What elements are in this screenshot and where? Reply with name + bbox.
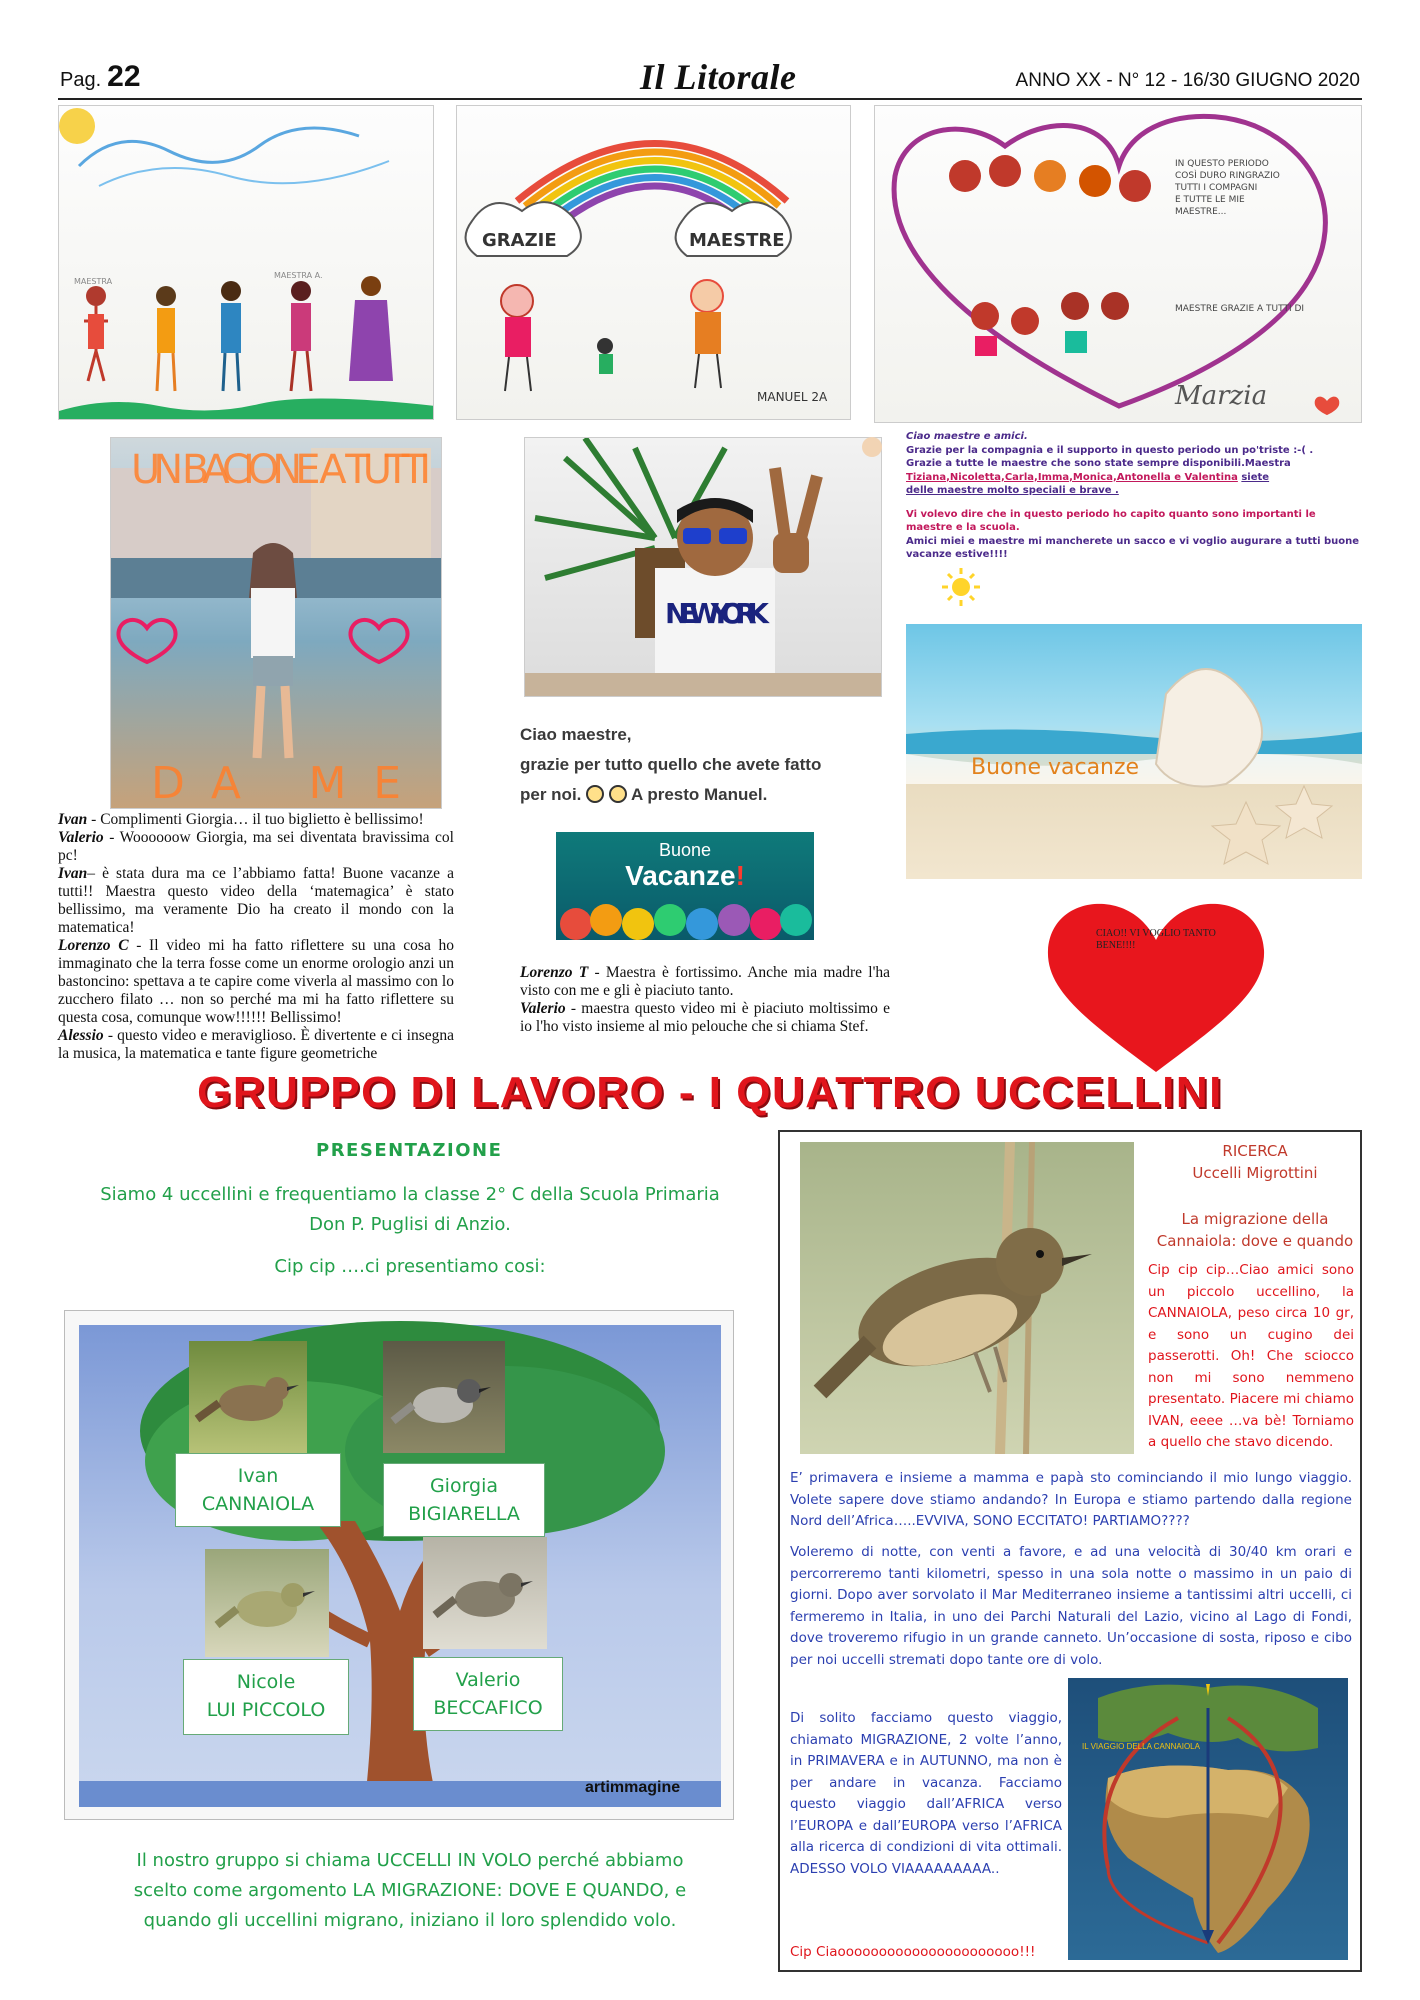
smile-icon xyxy=(586,785,604,803)
svg-text:MAESTRA A.: MAESTRA A. xyxy=(274,271,323,280)
research-heading: RICERCA Uccelli Migrottini xyxy=(1192,1142,1318,1182)
bird-photo-beccafico xyxy=(423,1537,547,1649)
comment-item: Ivan - Complimenti Giorgia… il tuo biglietto è bellissimo! xyxy=(58,811,424,828)
sun-icon xyxy=(936,566,986,608)
beach-art xyxy=(906,624,1362,879)
photo-overlay-top: UN BACIONE A TUTTI xyxy=(131,447,431,493)
comment-item: Lorenzo C - Il video mi ha fatto riflettere su una cosa ho immaginato che la terra fosse come un enorme orologio anzi un bastoncino: spettava a te capire come viverla al massimo con lo zucchero filato … non so perché ma mi ha fatto riflettere su questa cosa, comunque wow!!!!!! Bellissimo! xyxy=(58,937,454,1026)
group-description: Il nostro gruppo si chiama UCCELLI IN VOLO perché abbiamo scelto come argomento LA MIGRAZIONE: DOVE E QUANDO, e quando gli uccellini migrano, iniziano il loro splendido volo. xyxy=(133,1850,687,1931)
comment-item: Ivan– è stata dura ma ce l’abbiamo fatta! Buone vacanze a tutti!! Maestra questo video della ‘matemagica’ è stato bellissimo, ma veramente Dio ha creato il mondo con la matematica! xyxy=(58,865,454,936)
research-closing: Cip Ciaoooooooooooooooooooooo!!! xyxy=(790,1944,1036,1960)
rainbow-left-word: GRAZIE xyxy=(482,230,557,251)
bird-tree-board xyxy=(64,1310,734,1820)
presentation-text: Siamo 4 uccellini e frequentiamo la classe 2° C della Scuola Primaria Don P. Puglisi di Anzio. Cip cip ….ci presentiamo cosi: xyxy=(100,1184,720,1277)
banner-line-2: Vacanze xyxy=(625,860,736,891)
bird-photo-lui-piccolo xyxy=(205,1549,329,1657)
svg-text:IN QUESTO PERIODO COSÌ D: IN QUESTO PERIODO COSÌ DURO RINGRAZIO TUTTI I COMPAGNI E TUTTE LE MIE MAESTRE... xyxy=(1175,159,1280,217)
drawing-rainbow-art xyxy=(457,106,851,420)
drawing-heart-thanks xyxy=(874,105,1362,423)
comments-column-left xyxy=(58,811,454,1063)
comment-item: Alessio - questo video e meraviglioso. È divertente e ci insegna la musica, la matematica e tante figure geometriche xyxy=(58,1027,454,1062)
bird-photo-bigiarella xyxy=(383,1341,505,1453)
tshirt-text: NEW YORK xyxy=(665,597,769,630)
bird-label-nicole: Nicole LUI PICCOLO xyxy=(183,1659,349,1735)
bird-label-valerio: Valerio BECCAFICO xyxy=(413,1657,563,1731)
svg-text:MAESTRA: MAESTRA xyxy=(74,277,113,286)
photo-boy-art xyxy=(525,438,882,697)
drawing-rainbow xyxy=(456,105,851,420)
presentation-title: PRESENTAZIONE xyxy=(316,1140,503,1161)
drawing-five-figures-art xyxy=(59,106,434,420)
research-box xyxy=(778,1130,1362,1972)
corner-sticker xyxy=(862,437,882,457)
banner-line-1: Buone xyxy=(658,840,712,860)
photo-overlay-bottom: DA ME xyxy=(151,758,401,809)
photo-girl-at-sea xyxy=(110,437,442,809)
bird-photo-cannaiola xyxy=(189,1341,307,1453)
section-title: GRUPPO DI LAVORO - I QUATTRO UCCELLINI xyxy=(197,1068,1223,1117)
newspaper-title: Il Litorale xyxy=(640,57,797,97)
bird-label-ivan: Ivan CANNAIOLA xyxy=(175,1453,341,1527)
research-bird-photo xyxy=(800,1142,1134,1454)
rainbow-signature: MANUEL 2A xyxy=(757,390,828,404)
beach-postcard xyxy=(906,624,1362,879)
photo-boy-peace-sign xyxy=(524,437,882,697)
buone-vacanze-banner xyxy=(556,832,814,940)
comments-column-middle xyxy=(520,964,890,1036)
manuel-note: Ciao maestre, grazie per tutto quello che avete fatto per noi. A presto Manuel. xyxy=(520,725,822,804)
research-paragraph-2: Voleremo di notte, con venti a favore, e ad una velocità di 30/40 km orari e percorreremo tanti kilometri, spesso in una sola notte o massimo in un paio di giorni. Dopo aver sorvolato il Mar Mediterraneo insieme a tantissimi altri uccelli, ci fermeremo in Italia, in uno dei Parchi Naturali del Lazio, vicino al Lago di Fondi, dove troveremo rifugio in un grande canneto. Un’occasione di sosta, riposo e cibo per noi uccelli stremati dopo tante ore di volo. xyxy=(790,1544,1352,1668)
bird-label-giorgia: Giorgia BIGIARELLA xyxy=(383,1463,545,1537)
research-intro: Cip cip cip…Ciao amici sono un piccolo uccellino, la CANNAIOLA, peso circa 10 gr, e sono un cugino dei passerotti. Oh! Che sciocco non mi sono nemmeno presentato. Piacere mi chiamo IVAN, eeee …va bè! Torniamo a quello che stavo dicendo. xyxy=(1148,1262,1354,1450)
heart-signature: Marzia xyxy=(1175,381,1268,411)
marzia-note: Ciao maestre e amici. Grazie per la compagnia e il supporto in questo periodo un po'triste :-( . Grazie a tutte le maestre che sono state sempre disponibili.Maestra Tiziana,Nicoletta,Carla,Imma,Monica,Antonella e Valentina siete delle maestre molto speciali e brave . Vi volevo dire che in questo periodo ho capito quanto sono importanti le maestre e la scuola. Amici miei e maestre mi mancherete un sacco e vi voglio augurare a tutti buone vacanze estive!!!! xyxy=(906,431,1360,560)
svg-text:CIAO!! VI VOGLIO TANTO B: CIAO!! VI VOGLIO TANTO BENE!!!! xyxy=(1096,928,1216,951)
artimmagine-logo: artimmagine xyxy=(585,1779,681,1796)
photo-girl-art xyxy=(111,438,442,809)
research-paragraph-1: E’ primavera e insieme a mamma e papà sto cominciando il mio lungo viaggio. Volete sapere dove stiamo andando? In Europa e stiamo partendo dalla regione Nord dell’Africa…..EVVIVA, SONO ECCITATO! PARTIAMO???? xyxy=(790,1470,1352,1529)
migration-map xyxy=(1068,1678,1348,1960)
comment-item: Valerio - maestra questo video mi è piaciuto moltissimo e io l'ho visto insieme al mio pelouche che si chiama Stef. xyxy=(520,1000,890,1035)
research-title: La migrazione della Cannaiola: dove e quando xyxy=(1156,1210,1354,1250)
drawing-five-figures xyxy=(58,105,434,420)
comment-item: Valerio - Woooooow Giorgia, ma sei diventata bravissima col pc! xyxy=(58,829,454,864)
beach-text: Buone vacanze xyxy=(971,755,1140,780)
rainbow-right-word: MAESTRE xyxy=(689,230,785,251)
research-paragraph-3: Di solito facciamo questo viaggio, chiamato MIGRAZIONE, 2 volte l’anno, in PRIMAVERA e in AUTUNNO, ma non è per andare in vacanza. Facciamo questo viaggio dall’AFRICA verso l’EUROPA e dall’EUROPA verso l’AFRICA alla ricerca di condizioni di vita ottimali. ADESSO VOLO VIAAAAAAAAA.. xyxy=(790,1710,1062,1877)
smile-icon xyxy=(609,785,627,803)
page-number: Pag. 22 xyxy=(60,60,141,93)
painted-hands-art xyxy=(556,894,814,940)
issue-info: ANNO XX - N° 12 - 16/30 GIUGNO 2020 xyxy=(1015,70,1360,91)
red-heart xyxy=(1046,900,1266,1075)
header-divider xyxy=(58,98,1362,100)
comment-item: Lorenzo T - Maestra è fortissimo. Anche mia madre l'ha visto con me e gli è piaciuto tanto. xyxy=(520,964,891,999)
red-heart-art xyxy=(1046,900,1266,1075)
banner-exclamation: ! xyxy=(735,860,745,891)
drawing-heart-art xyxy=(875,106,1362,423)
heart-bottom-text: MAESTRE GRAZIE A TUTTI DI xyxy=(1175,304,1305,314)
map-label: IL VIAGGIO DELLA CANNAIOLA xyxy=(1082,1742,1200,1751)
